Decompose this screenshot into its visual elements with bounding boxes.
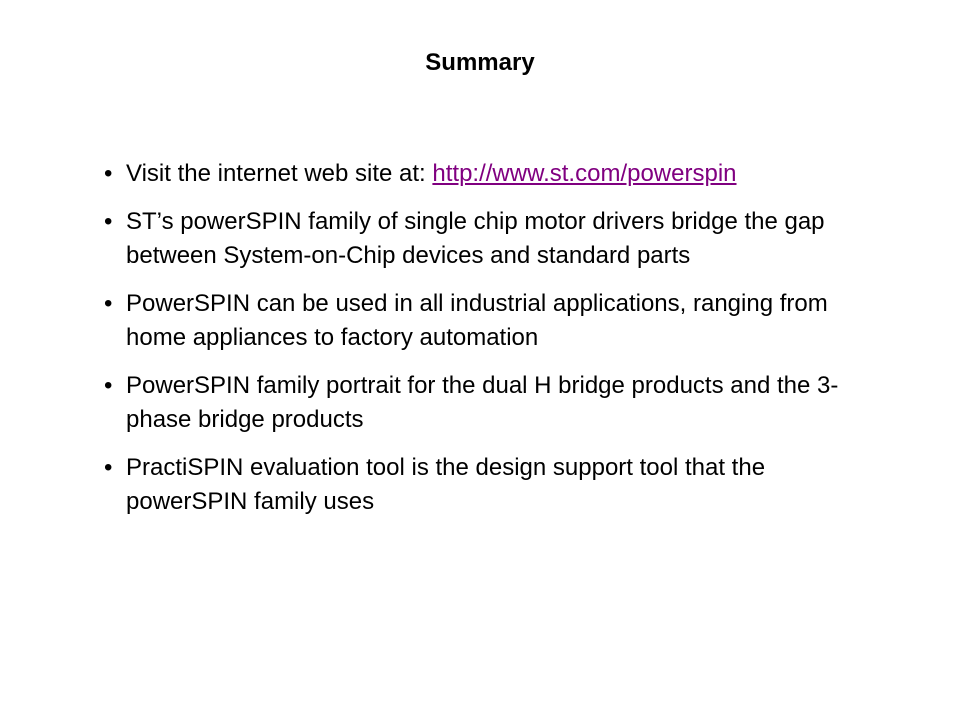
bullet-text: ST’s powerSPIN family of single chip motor drivers bridge the gap between System-on-Chip devices and standard parts: [126, 208, 825, 269]
bullet-item-applications: [104, 287, 864, 355]
bullet-icon: •: [104, 372, 113, 399]
bullet-text: PowerSPIN family portrait for the dual H bridge products and the 3-phase bridge products: [126, 372, 839, 433]
bullet-item-family: [104, 205, 864, 273]
bullet-text: PractiSPIN evaluation tool is the design support tool that the powerSPIN family uses: [126, 454, 766, 515]
bullet-icon: •: [104, 290, 113, 317]
website-link[interactable]: http://www.st.com/powerspin: [432, 160, 737, 187]
bullet-item-website: [104, 157, 864, 191]
bullet-item-practispin: [104, 451, 864, 519]
slide-title: Summary: [425, 49, 535, 76]
bullet-text: Visit the internet web site at:: [126, 160, 433, 187]
bullet-icon: •: [104, 454, 113, 481]
bullet-icon: •: [104, 208, 113, 235]
bullet-text: PowerSPIN can be used in all industrial applications, ranging from home appliances to factory automation: [126, 290, 828, 351]
bullet-icon: •: [104, 160, 113, 187]
bullet-item-portrait: [104, 369, 864, 437]
bullet-list: [104, 157, 864, 533]
